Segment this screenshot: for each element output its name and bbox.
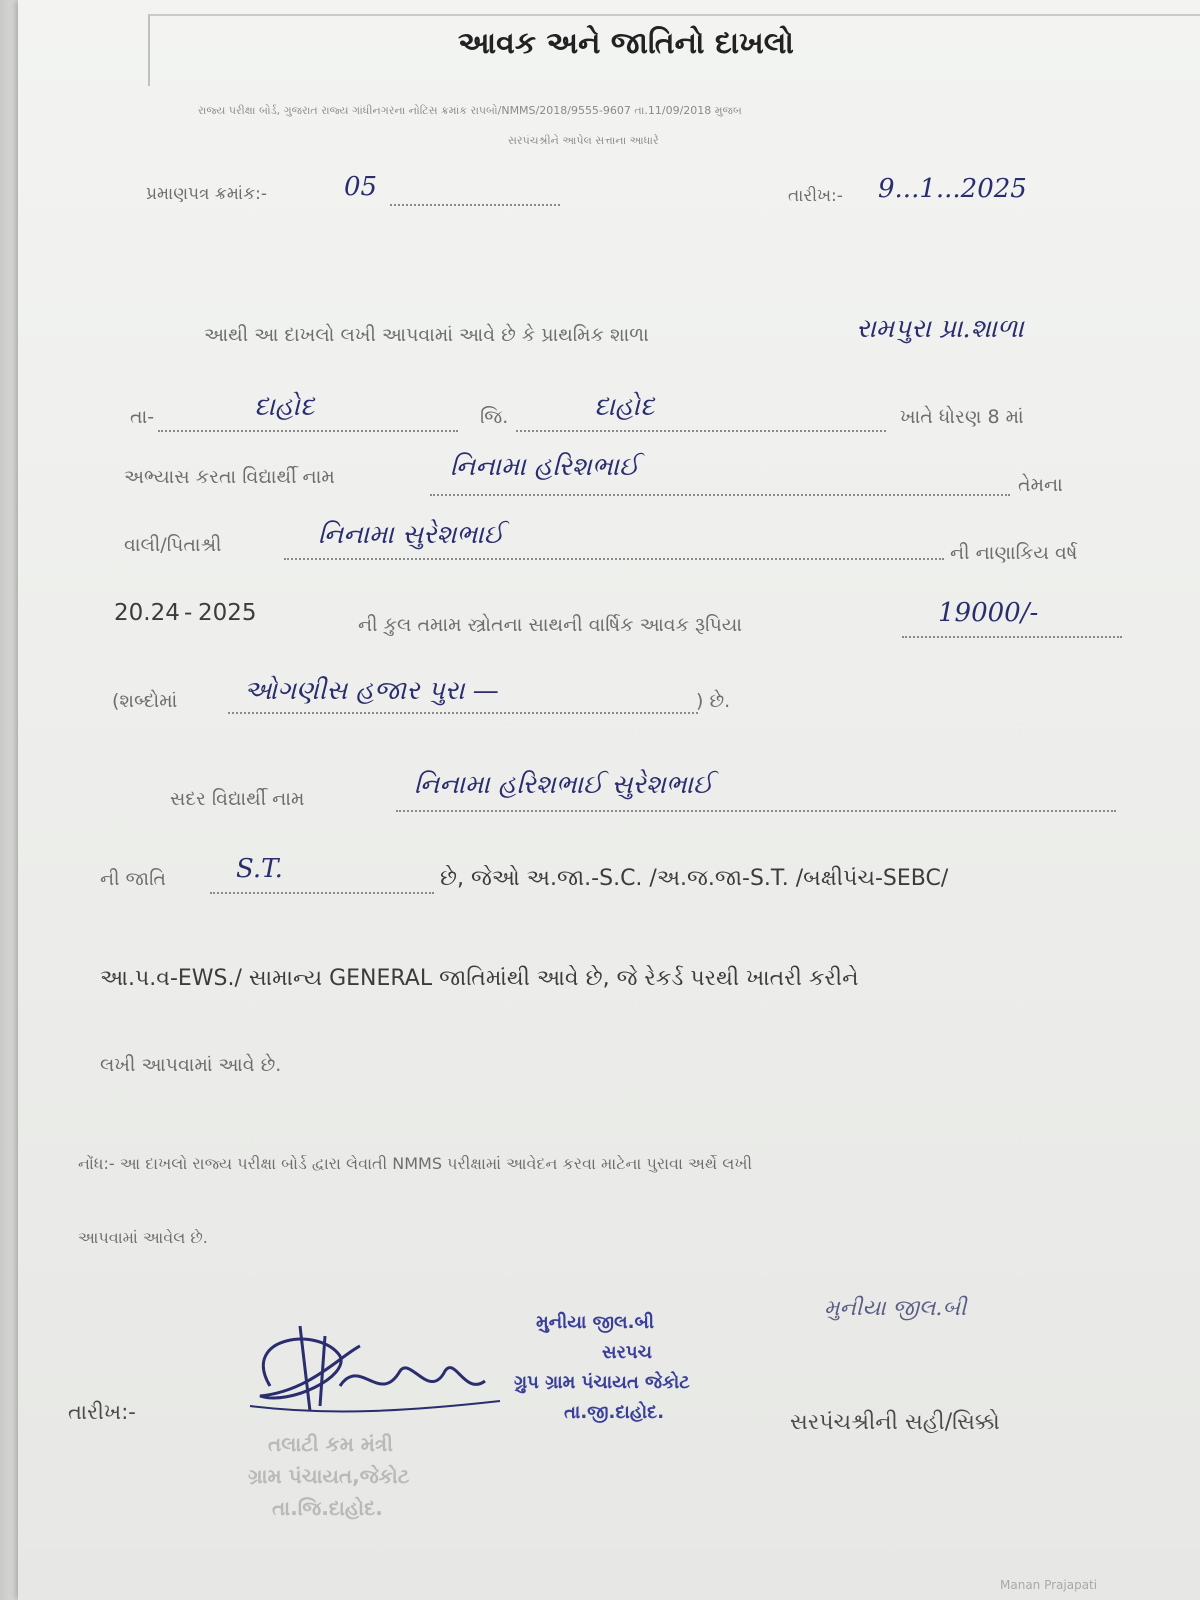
footer-date-label: તારીખ:-: [68, 1400, 136, 1424]
caste-options-1: છે, જેઓ અ.જા.-S.C. /અ.જ.જા-S.T. /બક્ષીપંચ-SEBC/: [440, 866, 949, 891]
year-to: 2025: [198, 600, 257, 626]
talati-stamp-line-3: તા.જિ.દાહોદ.: [272, 1496, 383, 1520]
caste-student-name: નિનામા હરિશભાઈ સુરેશભાઈ: [414, 770, 714, 800]
income-words: ઓગણીસ હજાર પુરા —: [244, 676, 499, 706]
certificate-sheet: [18, 0, 1200, 1600]
caste-options-2: આ.પ.વ-EWS./ સામાન્ય GENERAL જાતિમાંથી આવે છે, જે રેકર્ડ પરથી ખાતરી કરીને: [100, 966, 859, 991]
fy-label: ની નાણાકિય વર્ષ: [950, 542, 1078, 564]
sarpanch-stamp-line-4: તા.જી.દાહોદ.: [564, 1402, 665, 1423]
sarpanch-stamp-line-3: ગ્રુપ ગ્રામ પંચાયત જેકોટ: [514, 1372, 690, 1393]
talati-stamp-line-1: તલાટી કમ મંત્રી: [268, 1432, 393, 1456]
date-label: તારીખ:-: [788, 186, 843, 206]
district-label: જિ.: [480, 406, 509, 428]
year-from: 20.24: [114, 600, 180, 626]
sarpanch-sign-label: સરપંચશ્રીની સહી/સિક્કો: [790, 1410, 1000, 1435]
certificate-no-dots: [390, 204, 560, 206]
note-line-1: નોંધ:- આ દાખલો રાજ્ય પરીક્ષા બોર્ડ દ્વારા લેવાતી NMMS પરીક્ષામાં આવેદન કરવા માટેના પુરાવા અર્થે લખી: [78, 1154, 753, 1173]
sarpanch-stamp-line-2: સરપચ: [602, 1342, 652, 1363]
income-text: ની કુલ તમામ સ્ત્રોતના સાથની વાર્ષિક આવક રૂપિયા: [358, 614, 742, 636]
taluka-label: તા-: [130, 406, 155, 428]
sarpanch-name-handwritten: મુનીયા જીલ.બી: [824, 1296, 967, 1321]
subtitle-line-2: સરપંચશ્રીને આપેલ સત્તાના આધારે: [508, 134, 659, 147]
student-name: નિનામા હરિશભાઈ: [450, 452, 640, 482]
parent-label: વાલી/પિતાશ્રી: [124, 534, 222, 556]
note-line-2: આપવામાં આવેલ છે.: [78, 1228, 208, 1247]
taluka-dots: [158, 430, 458, 432]
caste-student-label: સદર વિદ્યાર્થી નામ: [170, 788, 305, 810]
signature-graphic: [230, 1316, 510, 1426]
watermark-text: Manan Prajapati: [1000, 1578, 1098, 1592]
school-name: રામપુરા પ્રા.શાળા: [856, 314, 1024, 344]
page-edge-left: [0, 0, 18, 1600]
parent-name: નિનામા સુરેશભાઈ: [318, 520, 504, 550]
certificate-no-label: પ્રમાણપત્ર ક્રમાંક:-: [146, 184, 267, 204]
talati-stamp-line-2: ગ્રામ પંચાયત,જેકોટ: [248, 1464, 410, 1488]
caste-value: S.T.: [236, 854, 283, 884]
year-dash: -: [184, 600, 193, 626]
caste-student-dots: [396, 810, 1116, 812]
date-value: 9...1...2025: [878, 174, 1027, 204]
taluka-value: દાહોદ: [254, 392, 315, 422]
their-text: તેમના: [1018, 474, 1063, 496]
document-title: આવક અને જાતિનો દાખલો: [458, 26, 794, 61]
subtitle-line-1: રાજ્ય પરીક્ષા બોર્ડ, ગુજરાત રાજ્ય ગાંધીનગરના નોટિસ ક્રમાંક રાપબો/NMMS/2018/9555-9607 તા.11/09/2018 મુજબ: [198, 104, 742, 117]
words-end: ) છે.: [696, 690, 731, 712]
student-label: અભ્યાસ કરતા વિદ્યાર્થી નામ: [124, 466, 335, 488]
caste-options-3: લખી આપવામાં આવે છે.: [100, 1054, 282, 1076]
student-dots: [430, 494, 1010, 496]
words-label: (શબ્દોમાં: [112, 690, 178, 712]
line1-prefix: આથી આ દાખલો લખી આપવામાં આવે છે કે પ્રાથમિક શાળા: [204, 324, 649, 346]
income-amount: 19000/-: [938, 598, 1039, 628]
sarpanch-stamp-line-1: મુનીયા જીલ.બી: [536, 1312, 655, 1333]
income-dots: [902, 636, 1122, 638]
words-dots: [228, 712, 698, 714]
certificate-no-value: 05: [344, 172, 378, 202]
caste-dots: [210, 892, 434, 894]
standard-text: ખાતે ધોરણ 8 માં: [900, 406, 1024, 428]
caste-label: ની જાતિ: [100, 868, 167, 890]
parent-dots: [284, 558, 944, 560]
district-dots: [516, 430, 886, 432]
district-value: દાહોદ: [594, 392, 655, 422]
